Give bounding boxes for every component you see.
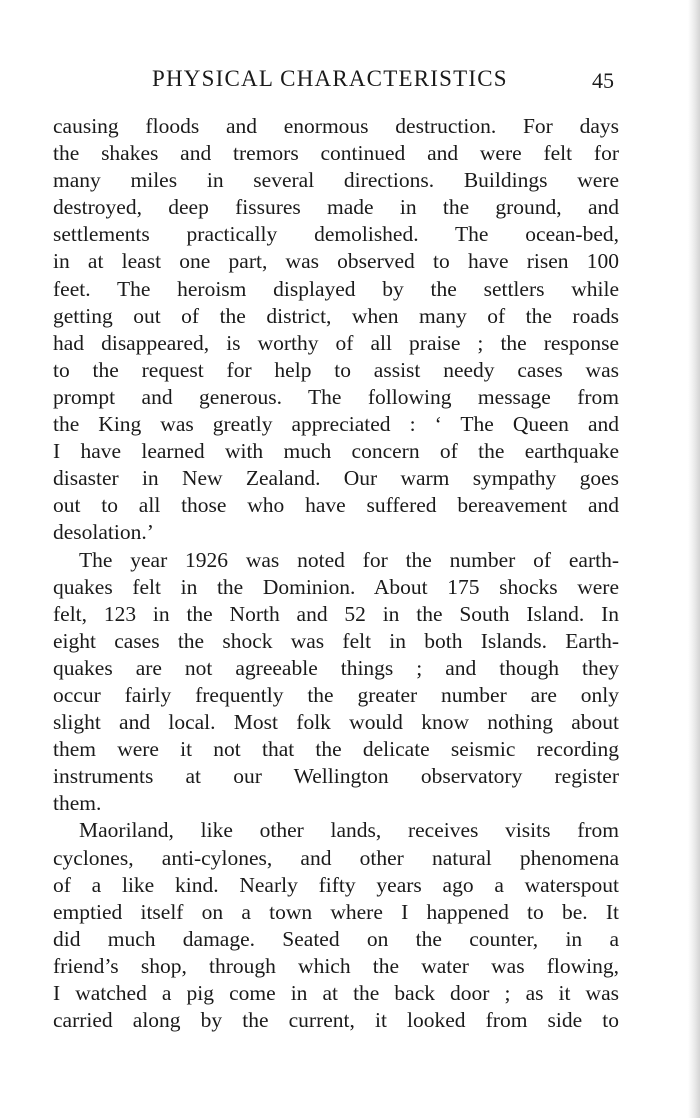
text-line: out to all those who have suffered bereavement and: [53, 493, 619, 518]
text-line: instruments at our Wellington observatory register: [53, 764, 619, 789]
text-line: prompt and generous. The following message from: [53, 384, 619, 409]
text-line: causing floods and enormous destruction. For days: [53, 114, 619, 138]
text-line: had disappeared, is worthy of all praise ; the response: [53, 330, 619, 355]
text-line: emptied itself on a town where I happened to be. It: [53, 899, 619, 924]
text-line: occur fairly frequently the greater number are only: [53, 682, 619, 707]
paragraph: [53, 113, 619, 547]
page-number: 45: [592, 68, 614, 93]
text-line: cyclones, anti-cylones, and other natural phenomena: [53, 845, 619, 870]
text-line: feet. The heroism displayed by the settlers while: [53, 276, 619, 301]
text-line: them.: [53, 791, 102, 816]
text-line: friend’s shop, through which the water was flowing,: [53, 953, 619, 978]
text-line: Maoriland, like other lands, receives visits from: [79, 818, 619, 843]
text-line: quakes felt in the Dominion. About 175 shocks were: [53, 574, 619, 599]
paragraph: [53, 547, 619, 818]
running-title: PHYSICAL CHARACTERISTICS: [152, 66, 508, 91]
text-line: the King was greatly appreciated : ‘ The Queen and: [53, 412, 619, 437]
text-line: I have learned with much concern of the earthquake: [53, 439, 619, 464]
text-line: I watched a pig come in at the back door ; as it was: [53, 981, 619, 1005]
text-line: eight cases the shock was felt in both Islands. Earth-: [53, 628, 619, 653]
text-line: felt, 123 in the North and 52 in the South Island. In: [53, 601, 619, 626]
text-line: quakes are not agreeable things ; and though they: [53, 655, 619, 680]
text-line: the shakes and tremors continued and were felt for: [53, 141, 619, 166]
text-line: in at least one part, was observed to have risen 100: [53, 249, 619, 274]
body-text: [53, 113, 619, 1034]
text-line: getting out of the district, when many of the roads: [53, 303, 619, 328]
text-line: disaster in New Zealand. Our warm sympathy goes: [53, 466, 619, 491]
text-line: The year 1926 was noted for the number of earth-: [79, 547, 619, 572]
text-line: carried along by the current, it looked from side to: [53, 1008, 619, 1033]
text-line: desolation.’: [53, 520, 154, 545]
text-line: did much damage. Seated on the counter, in a: [53, 926, 619, 951]
text-line: of a like kind. Nearly fifty years ago a waterspout: [53, 872, 619, 897]
paragraph: [53, 817, 619, 1034]
text-line: them were it not that the delicate seismic recording: [53, 737, 619, 762]
text-line: settlements practically demolished. The ocean-bed,: [53, 222, 619, 247]
text-line: slight and local. Most folk would know nothing about: [53, 710, 619, 735]
text-line: destroyed, deep fissures made in the ground, and: [53, 195, 619, 220]
page-edge-shadow: [688, 0, 700, 1118]
text-line: to the request for help to assist needy cases was: [53, 357, 619, 382]
text-line: many miles in several directions. Buildings were: [53, 168, 619, 193]
